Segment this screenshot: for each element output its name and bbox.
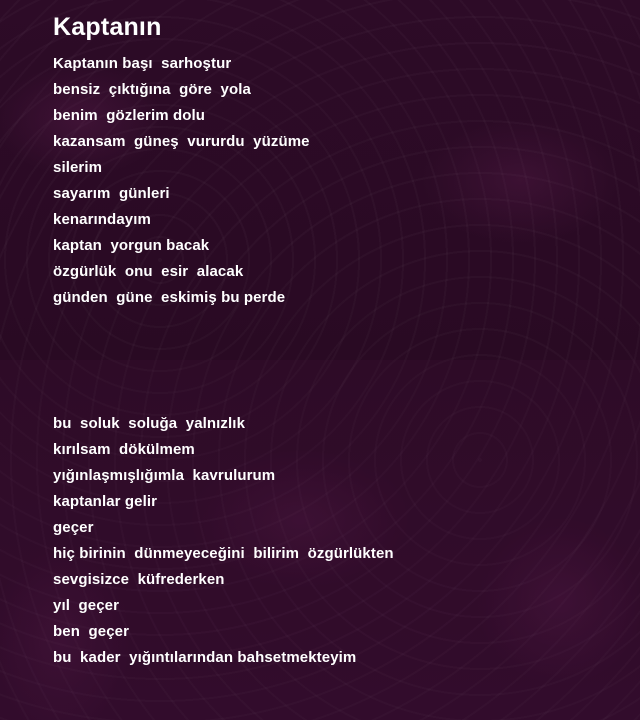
poem-line: kırılsam dökülmem: [53, 441, 195, 458]
poem-line: hiç birinin dünmeyeceğini bilirim özgürlükten: [53, 545, 394, 562]
poem-line: sevgisizce küfrederken: [53, 571, 225, 588]
poem-line: kaptan yorgun bacak: [53, 237, 210, 254]
poem-line: yığınlaşmışlığımla kavrulurum: [53, 467, 276, 484]
poem-container: [53, 12, 613, 671]
poem-line: yıl geçer: [53, 597, 120, 614]
poem-line: bu soluk soluğa yalnızlık: [53, 415, 246, 432]
poem-line: günden güne eskimiş bu perde: [53, 289, 286, 306]
poem-line: silerim: [53, 159, 103, 176]
stanza-1: [53, 51, 613, 311]
poem-line: özgürlük onu esir alacak: [53, 263, 244, 280]
poem-title: Kaptanın: [53, 13, 162, 41]
poem-line: kenarındayım: [53, 211, 151, 228]
poem-line: ben geçer: [53, 623, 130, 640]
poem-line: kaptanlar gelir: [53, 493, 158, 510]
stanza-2: [53, 411, 613, 671]
poem-line: geçer: [53, 519, 94, 536]
poem-line: bu kader yığıntılarından bahsetmekteyim: [53, 649, 357, 666]
poem-line: sayarım günleri: [53, 185, 170, 202]
poem-line: Kaptanın başı sarhoştur: [53, 55, 232, 72]
poem-line: benim gözlerim dolu: [53, 107, 206, 124]
poem-line: kazansam güneş vururdu yüzüme: [53, 133, 310, 150]
poem-line: bensiz çıktığına göre yola: [53, 81, 251, 98]
